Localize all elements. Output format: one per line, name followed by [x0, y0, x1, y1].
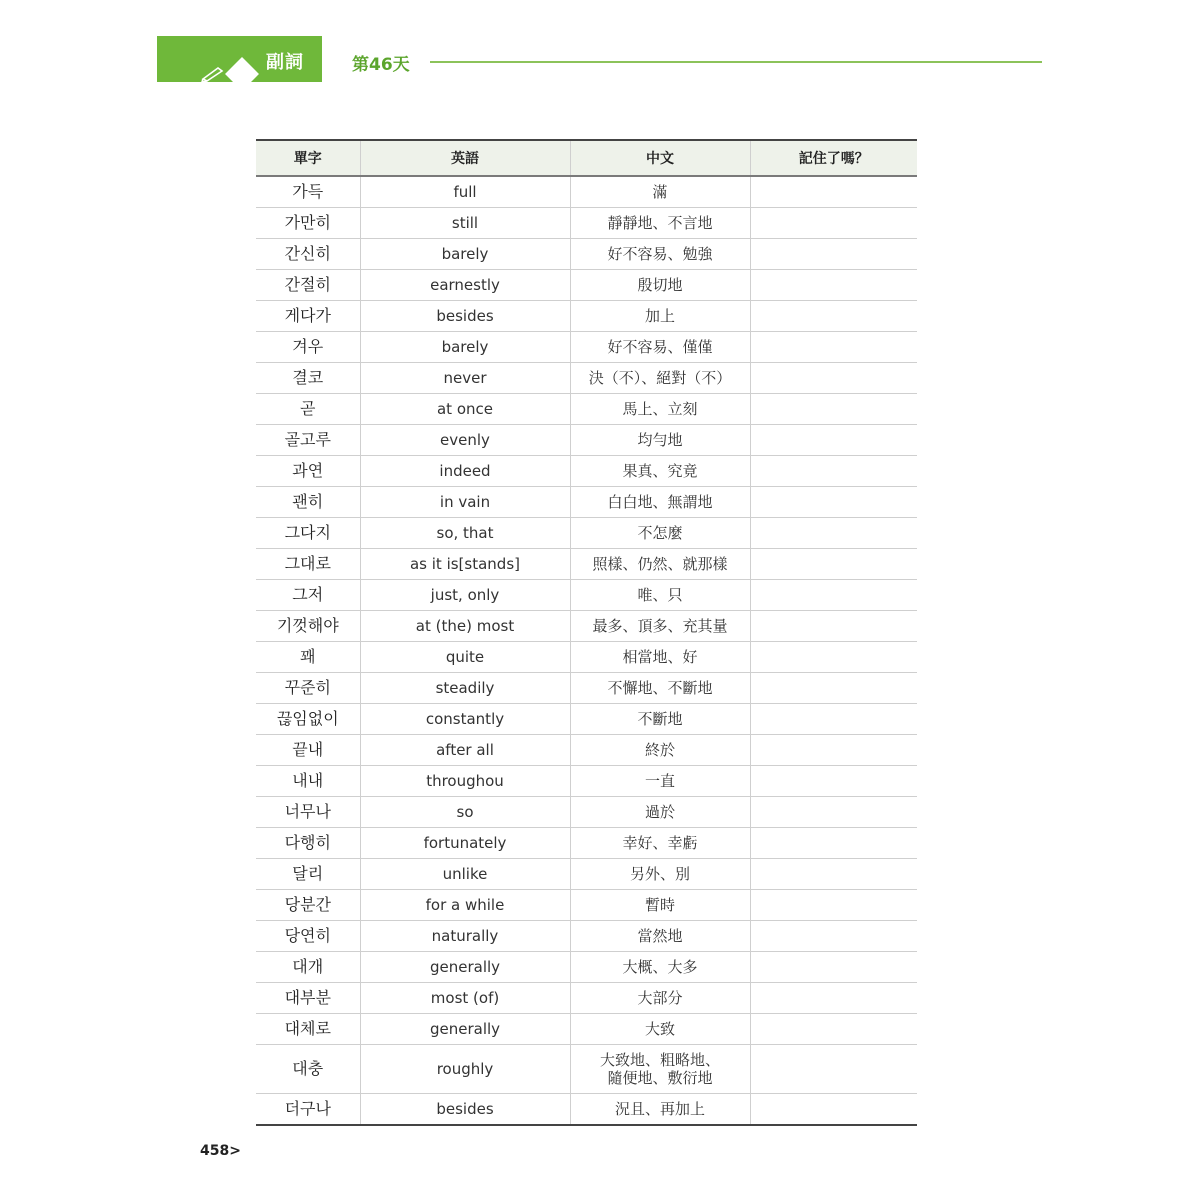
chinese-meaning-cell: 好不容易、僅僅: [570, 332, 750, 363]
table-row: [256, 1045, 917, 1094]
remembered-checkbox-cell[interactable]: [750, 735, 917, 766]
korean-word-cell: 너무나: [256, 797, 360, 828]
chinese-meaning-cell: 滿: [570, 176, 750, 208]
english-meaning-cell: besides: [360, 1094, 570, 1126]
section-title: 副詞: [266, 52, 304, 73]
korean-word-cell: 그저: [256, 580, 360, 611]
korean-word-cell: 간절히: [256, 270, 360, 301]
chinese-meaning-cell: 加上: [570, 301, 750, 332]
chinese-meaning-cell: 照樣、仍然、就那樣: [570, 549, 750, 580]
chinese-meaning-cell: 唯、只: [570, 580, 750, 611]
english-meaning-cell: after all: [360, 735, 570, 766]
korean-word-cell: 대체로: [256, 1014, 360, 1045]
remembered-checkbox-cell[interactable]: [750, 176, 917, 208]
remembered-checkbox-cell[interactable]: [750, 239, 917, 270]
english-meaning-cell: earnestly: [360, 270, 570, 301]
english-meaning-cell: never: [360, 363, 570, 394]
english-meaning-cell: for a while: [360, 890, 570, 921]
remembered-checkbox-cell[interactable]: [750, 704, 917, 735]
english-meaning-cell: constantly: [360, 704, 570, 735]
table-row: [256, 735, 917, 766]
chinese-meaning-cell: 決（不）、絕對（不）: [570, 363, 750, 394]
english-meaning-cell: barely: [360, 239, 570, 270]
chinese-meaning-cell: 殷切地: [570, 270, 750, 301]
table-row: [256, 1094, 917, 1126]
english-meaning-cell: generally: [360, 952, 570, 983]
chinese-meaning-cell: 一直: [570, 766, 750, 797]
korean-word-cell: 다행히: [256, 828, 360, 859]
page-number: 458>: [200, 1143, 241, 1159]
chinese-meaning-cell: 不斷地: [570, 704, 750, 735]
korean-word-cell: 겨우: [256, 332, 360, 363]
vocabulary-table: [256, 139, 917, 1126]
table-row: [256, 518, 917, 549]
english-meaning-cell: unlike: [360, 859, 570, 890]
chinese-meaning-cell: 大致地、粗略地、 隨便地、敷衍地: [570, 1045, 750, 1094]
remembered-checkbox-cell[interactable]: [750, 394, 917, 425]
remembered-checkbox-cell[interactable]: [750, 456, 917, 487]
english-meaning-cell: throughou: [360, 766, 570, 797]
table-row: [256, 270, 917, 301]
korean-word-cell: 게다가: [256, 301, 360, 332]
table-row: [256, 1014, 917, 1045]
korean-word-cell: 결코: [256, 363, 360, 394]
remembered-checkbox-cell[interactable]: [750, 642, 917, 673]
chinese-meaning-cell: 大致: [570, 1014, 750, 1045]
table-row: [256, 890, 917, 921]
remembered-checkbox-cell[interactable]: [750, 301, 917, 332]
remembered-checkbox-cell[interactable]: [750, 828, 917, 859]
korean-word-cell: 꾸준히: [256, 673, 360, 704]
chinese-meaning-cell: 馬上、立刻: [570, 394, 750, 425]
table-row: [256, 673, 917, 704]
english-meaning-cell: evenly: [360, 425, 570, 456]
korean-word-cell: 가득: [256, 176, 360, 208]
chinese-meaning-cell: 不怎麼: [570, 518, 750, 549]
chinese-meaning-cell: 大概、大多: [570, 952, 750, 983]
column-header-remembered: 記住了嗎？: [750, 140, 917, 176]
english-meaning-cell: still: [360, 208, 570, 239]
korean-word-cell: 그다지: [256, 518, 360, 549]
remembered-checkbox-cell[interactable]: [750, 208, 917, 239]
remembered-checkbox-cell[interactable]: [750, 332, 917, 363]
english-meaning-cell: at once: [360, 394, 570, 425]
table-row: [256, 859, 917, 890]
korean-word-cell: 당분간: [256, 890, 360, 921]
english-meaning-cell: indeed: [360, 456, 570, 487]
chinese-meaning-cell: 幸好、幸虧: [570, 828, 750, 859]
korean-word-cell: 과연: [256, 456, 360, 487]
remembered-checkbox-cell[interactable]: [750, 518, 917, 549]
chinese-meaning-cell: 暫時: [570, 890, 750, 921]
remembered-checkbox-cell[interactable]: [750, 797, 917, 828]
table-row: [256, 332, 917, 363]
english-meaning-cell: in vain: [360, 487, 570, 518]
korean-word-cell: 더구나: [256, 1094, 360, 1126]
pencil-icon: [200, 64, 228, 82]
remembered-checkbox-cell[interactable]: [750, 952, 917, 983]
table-row: [256, 363, 917, 394]
english-meaning-cell: quite: [360, 642, 570, 673]
remembered-checkbox-cell[interactable]: [750, 487, 917, 518]
english-meaning-cell: full: [360, 176, 570, 208]
remembered-checkbox-cell[interactable]: [750, 425, 917, 456]
chinese-meaning-cell: 最多、頂多、充其量: [570, 611, 750, 642]
page-header: [0, 0, 1200, 120]
english-meaning-cell: so, that: [360, 518, 570, 549]
table-row: [256, 766, 917, 797]
english-meaning-cell: naturally: [360, 921, 570, 952]
english-meaning-cell: as it is[stands]: [360, 549, 570, 580]
korean-word-cell: 끊임없이: [256, 704, 360, 735]
korean-word-cell: 간신히: [256, 239, 360, 270]
english-meaning-cell: steadily: [360, 673, 570, 704]
remembered-checkbox-cell[interactable]: [750, 983, 917, 1014]
korean-word-cell: 당연히: [256, 921, 360, 952]
table-row: [256, 797, 917, 828]
table-body: [256, 176, 917, 1125]
english-meaning-cell: roughly: [360, 1045, 570, 1094]
table-row: [256, 983, 917, 1014]
korean-word-cell: 대부분: [256, 983, 360, 1014]
table-row: [256, 549, 917, 580]
korean-word-cell: 내내: [256, 766, 360, 797]
table-row: [256, 611, 917, 642]
table-row: [256, 239, 917, 270]
chinese-meaning-cell: 不懈地、不斷地: [570, 673, 750, 704]
chinese-meaning-cell: 過於: [570, 797, 750, 828]
english-meaning-cell: generally: [360, 1014, 570, 1045]
chinese-meaning-cell: 當然地: [570, 921, 750, 952]
chinese-meaning-cell: 大部分: [570, 983, 750, 1014]
table-row: [256, 828, 917, 859]
table-row: [256, 487, 917, 518]
korean-word-cell: 그대로: [256, 549, 360, 580]
remembered-checkbox-cell[interactable]: [750, 1014, 917, 1045]
chinese-meaning-cell: 相當地、好: [570, 642, 750, 673]
chinese-meaning-cell: 終於: [570, 735, 750, 766]
table-row: [256, 425, 917, 456]
remembered-checkbox-cell[interactable]: [750, 363, 917, 394]
english-meaning-cell: at (the) most: [360, 611, 570, 642]
remembered-checkbox-cell[interactable]: [750, 1045, 917, 1094]
day-label: 第46天: [352, 55, 410, 75]
column-header-english: 英語: [360, 140, 570, 176]
remembered-checkbox-cell[interactable]: [750, 766, 917, 797]
table-row: [256, 208, 917, 239]
english-meaning-cell: most (of): [360, 983, 570, 1014]
table-row: [256, 301, 917, 332]
table-row: [256, 456, 917, 487]
table-row: [256, 921, 917, 952]
table-row: [256, 952, 917, 983]
english-meaning-cell: fortunately: [360, 828, 570, 859]
korean-word-cell: 골고루: [256, 425, 360, 456]
remembered-checkbox-cell[interactable]: [750, 859, 917, 890]
chinese-meaning-cell: 均勻地: [570, 425, 750, 456]
korean-word-cell: 대충: [256, 1045, 360, 1094]
chinese-meaning-cell: 好不容易、勉強: [570, 239, 750, 270]
table-row: [256, 642, 917, 673]
english-meaning-cell: just, only: [360, 580, 570, 611]
remembered-checkbox-cell[interactable]: [750, 549, 917, 580]
remembered-checkbox-cell[interactable]: [750, 270, 917, 301]
korean-word-cell: 괜히: [256, 487, 360, 518]
english-meaning-cell: besides: [360, 301, 570, 332]
header-divider: [430, 61, 1042, 63]
chinese-meaning-cell: 果真、究竟: [570, 456, 750, 487]
korean-word-cell: 대개: [256, 952, 360, 983]
remembered-checkbox-cell[interactable]: [750, 580, 917, 611]
chinese-meaning-cell: 另外、別: [570, 859, 750, 890]
english-meaning-cell: barely: [360, 332, 570, 363]
remembered-checkbox-cell[interactable]: [750, 611, 917, 642]
chinese-meaning-cell: 白白地、無謂地: [570, 487, 750, 518]
remembered-checkbox-cell[interactable]: [750, 673, 917, 704]
column-header-chinese: 中文: [570, 140, 750, 176]
table-row: [256, 176, 917, 208]
korean-word-cell: 가만히: [256, 208, 360, 239]
remembered-checkbox-cell[interactable]: [750, 921, 917, 952]
chinese-meaning-cell: 況且、再加上: [570, 1094, 750, 1126]
korean-word-cell: 곧: [256, 394, 360, 425]
table-row: [256, 580, 917, 611]
korean-word-cell: 꽤: [256, 642, 360, 673]
korean-word-cell: 끝내: [256, 735, 360, 766]
chinese-meaning-cell: 靜靜地、不言地: [570, 208, 750, 239]
table-row: [256, 704, 917, 735]
column-header-word: 單字: [256, 140, 360, 176]
table-header-row: [256, 140, 917, 176]
korean-word-cell: 기껏해야: [256, 611, 360, 642]
english-meaning-cell: so: [360, 797, 570, 828]
korean-word-cell: 달리: [256, 859, 360, 890]
remembered-checkbox-cell[interactable]: [750, 1094, 917, 1126]
table-row: [256, 394, 917, 425]
remembered-checkbox-cell[interactable]: [750, 890, 917, 921]
